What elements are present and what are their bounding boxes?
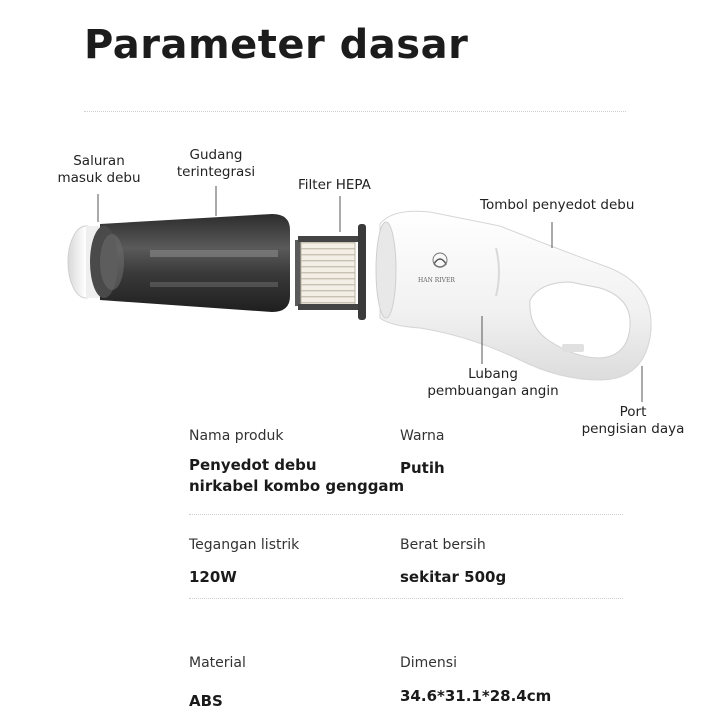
callout-inlet — [48, 153, 150, 187]
callout-filter: Filter HEPA — [298, 177, 371, 193]
spec-weight-value: sekitar 500g — [400, 568, 507, 586]
brand-logo-text: HAN RIVER — [418, 277, 455, 284]
callout-storage — [172, 147, 260, 181]
specs-divider-2 — [189, 598, 623, 599]
spec-product-name-value — [189, 455, 404, 497]
callout-storage-line1: Gudang — [189, 147, 243, 163]
page-title: Parameter dasar — [84, 22, 469, 68]
vacuum-body — [376, 211, 651, 380]
spec-product-name-line1: Penyedot debu — [189, 456, 317, 474]
spec-dimension-label: Dimensi — [400, 655, 457, 671]
callout-storage-line2: terintegrasi — [176, 164, 256, 180]
hepa-filter — [295, 224, 366, 320]
dust-canister — [90, 214, 290, 312]
callout-exhaust-line2: pembuangan angin — [427, 383, 559, 399]
callout-port — [572, 404, 694, 438]
spec-color-label: Warna — [400, 428, 445, 444]
spec-product-name-line2: nirkabel kombo genggam — [189, 477, 405, 495]
spec-product-name-label: Nama produk — [189, 428, 284, 444]
callout-inlet-line1: Saluran — [73, 153, 125, 169]
callout-button: Tombol penyedot debu — [480, 197, 635, 213]
spec-voltage-label: Tegangan listrik — [189, 537, 300, 553]
spec-color-value: Putih — [400, 459, 445, 477]
callout-port-line2: pengisian daya — [581, 421, 685, 437]
spec-material-value: ABS — [189, 692, 223, 710]
spec-material-label: Material — [189, 655, 246, 671]
callout-inlet-line2: masuk debu — [57, 170, 141, 186]
spec-weight-label: Berat bersih — [400, 537, 486, 553]
specs-divider-1 — [189, 514, 623, 515]
callout-exhaust — [418, 366, 568, 400]
spec-dimension-value: 34.6*31.1*28.4cm — [400, 687, 552, 705]
callout-port-line1: Port — [619, 404, 647, 420]
top-divider — [84, 111, 626, 112]
callout-exhaust-line1: Lubang — [468, 366, 518, 382]
spec-voltage-value: 120W — [189, 568, 237, 586]
